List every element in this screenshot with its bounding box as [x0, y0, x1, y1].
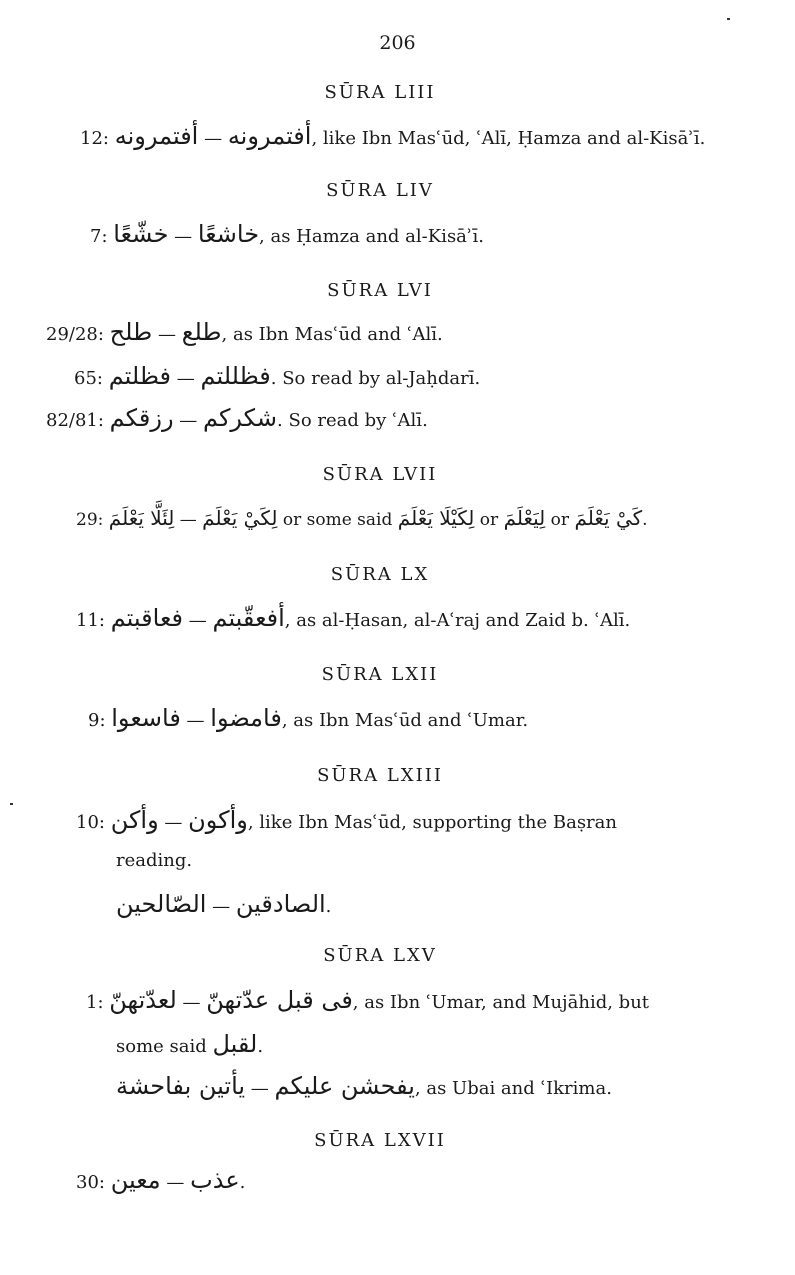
entry-text: , as Ubai and ʿIkrima.: [414, 1078, 612, 1099]
arabic-variant: لِيَعْلَمَ: [503, 506, 546, 530]
entry-continuation: [116, 1030, 263, 1058]
arabic-variant: كَيْ يَعْلَمَ: [574, 506, 643, 530]
entry-line: [76, 506, 648, 530]
entry-line: [46, 318, 443, 346]
verse-number: 30:: [76, 1172, 105, 1193]
dash: —: [157, 324, 176, 345]
arabic-reading: فعاقبتم: [110, 604, 183, 632]
arabic-variant: أفتمرونه: [227, 122, 312, 150]
dash: —: [250, 1078, 269, 1099]
verse-number: 9:: [88, 710, 106, 731]
arabic-variant: الصادقين: [235, 890, 326, 918]
verse-number: 29:: [76, 510, 104, 530]
sura-heading: SŪRA LXIII: [317, 765, 443, 786]
entry-text: reading.: [116, 850, 193, 871]
entry-text: . So read by ʿAlī.: [277, 410, 428, 431]
page-number: 206: [379, 32, 416, 54]
arabic-reading: وأكن: [110, 806, 159, 834]
arabic-variant: فى قبل عدّتهنّ: [206, 986, 353, 1014]
arabic-reading: الصّالحين: [116, 890, 207, 918]
sura-heading: SŪRA LXV: [323, 945, 437, 966]
entry-text: , like Ibn Masʿūd, ʿAlī, Ḥamza and al-Kisāʾī.: [311, 128, 706, 149]
arabic-reading: طلح: [109, 318, 153, 346]
entry-text: , as Ibn ʿUmar, and Mujāhid, but: [352, 992, 650, 1013]
arabic-variant: لِكَيْلَا يَعْلَمَ: [397, 506, 475, 530]
entry-text: , like Ibn Masʿūd, supporting the Baṣran: [247, 812, 617, 833]
arabic-variant: أفعقّبتم: [212, 604, 285, 632]
sura-heading: SŪRA LXVII: [314, 1130, 446, 1151]
sura-heading: SŪRA LX: [330, 564, 430, 585]
arabic-variant: لقبل: [212, 1030, 258, 1058]
entry-line: [86, 986, 649, 1014]
arabic-variant: خاشعًا: [197, 220, 260, 248]
entry-text: . So read by al-Jaḥdarī.: [270, 368, 481, 389]
dash: —: [179, 410, 198, 431]
dash: —: [176, 368, 195, 389]
verse-number: 29/28:: [46, 324, 104, 345]
entry-line: [116, 1072, 612, 1100]
arabic-reading: فاسعوا: [111, 704, 181, 732]
entry-text: , as Ibn Masʿūd and ʿUmar.: [281, 710, 529, 731]
entry-line: [90, 220, 484, 248]
arabic-reading: فظلتم: [108, 362, 172, 390]
entry-text: .: [257, 1036, 264, 1057]
dash: —: [212, 896, 231, 917]
entry-line: [46, 404, 428, 432]
arabic-reading: معين: [110, 1166, 161, 1194]
sura-heading: SŪRA LVII: [322, 464, 438, 485]
entry-text: , as Ibn Masʿūd and ʿAlī.: [221, 324, 443, 345]
arabic-reading: رزقكم: [109, 404, 174, 432]
sura-heading: SŪRA LIII: [324, 82, 436, 103]
verse-number: 10:: [76, 812, 105, 833]
entry-line: [76, 806, 617, 834]
entry-text: .: [325, 896, 332, 917]
entry-line: [116, 890, 331, 918]
entry-line: [80, 122, 705, 150]
arabic-variant: فظللتم: [200, 362, 271, 390]
sura-heading: SŪRA LIV: [326, 180, 434, 201]
entry-text: some said: [116, 1036, 213, 1057]
verse-number: 82/81:: [46, 410, 104, 431]
entry-text: or: [474, 510, 504, 530]
entry-text: or some said: [277, 510, 398, 530]
arabic-reading: لِئَلَّا يَعْلَمَ: [108, 506, 175, 530]
sura-heading: SŪRA LXII: [321, 664, 439, 685]
entry-line: [74, 362, 480, 390]
sura-heading: SŪRA LVI: [327, 280, 433, 301]
arabic-reading: خشّعًا: [113, 220, 169, 248]
arabic-variant: وأكون: [188, 806, 248, 834]
scan-speck: [727, 18, 730, 20]
dash: —: [182, 992, 201, 1013]
dash: —: [164, 812, 183, 833]
arabic-variant: طلع: [181, 318, 222, 346]
verse-number: 11:: [76, 610, 105, 631]
arabic-reading: يأتين بفاحشة: [116, 1072, 246, 1100]
arabic-variant: فامضوا: [210, 704, 282, 732]
dash: —: [204, 128, 223, 149]
dash: —: [174, 226, 193, 247]
entry-text: .: [642, 510, 648, 530]
entry-line: [76, 1166, 245, 1194]
entry-text: .: [239, 1172, 246, 1193]
arabic-variant: عذب: [190, 1166, 240, 1194]
arabic-variant: لِكَيْ يَعْلَمَ: [202, 506, 278, 530]
arabic-variant: يفحشن عليكم: [274, 1072, 415, 1100]
entry-text: , as al-Ḥasan, al-Aʿraj and Zaid b. ʿAlī.: [284, 610, 631, 631]
scan-speck: [10, 803, 13, 805]
dash: —: [166, 1172, 185, 1193]
verse-number: 7:: [90, 226, 108, 247]
verse-number: 65:: [74, 368, 103, 389]
arabic-reading: لعدّتهنّ: [109, 986, 177, 1014]
entry-line: [88, 704, 528, 732]
arabic-reading: أفتمرونه: [114, 122, 199, 150]
dash: —: [186, 710, 205, 731]
arabic-variant: شكركم: [203, 404, 278, 432]
entry-continuation: [116, 850, 192, 871]
dash: —: [179, 510, 197, 530]
verse-number: 1:: [86, 992, 104, 1013]
entry-line: [76, 604, 630, 632]
entry-text: , as Ḥamza and al-Kisāʾī.: [259, 226, 484, 247]
verse-number: 12:: [80, 128, 109, 149]
entry-text: or: [545, 510, 575, 530]
dash: —: [188, 610, 207, 631]
